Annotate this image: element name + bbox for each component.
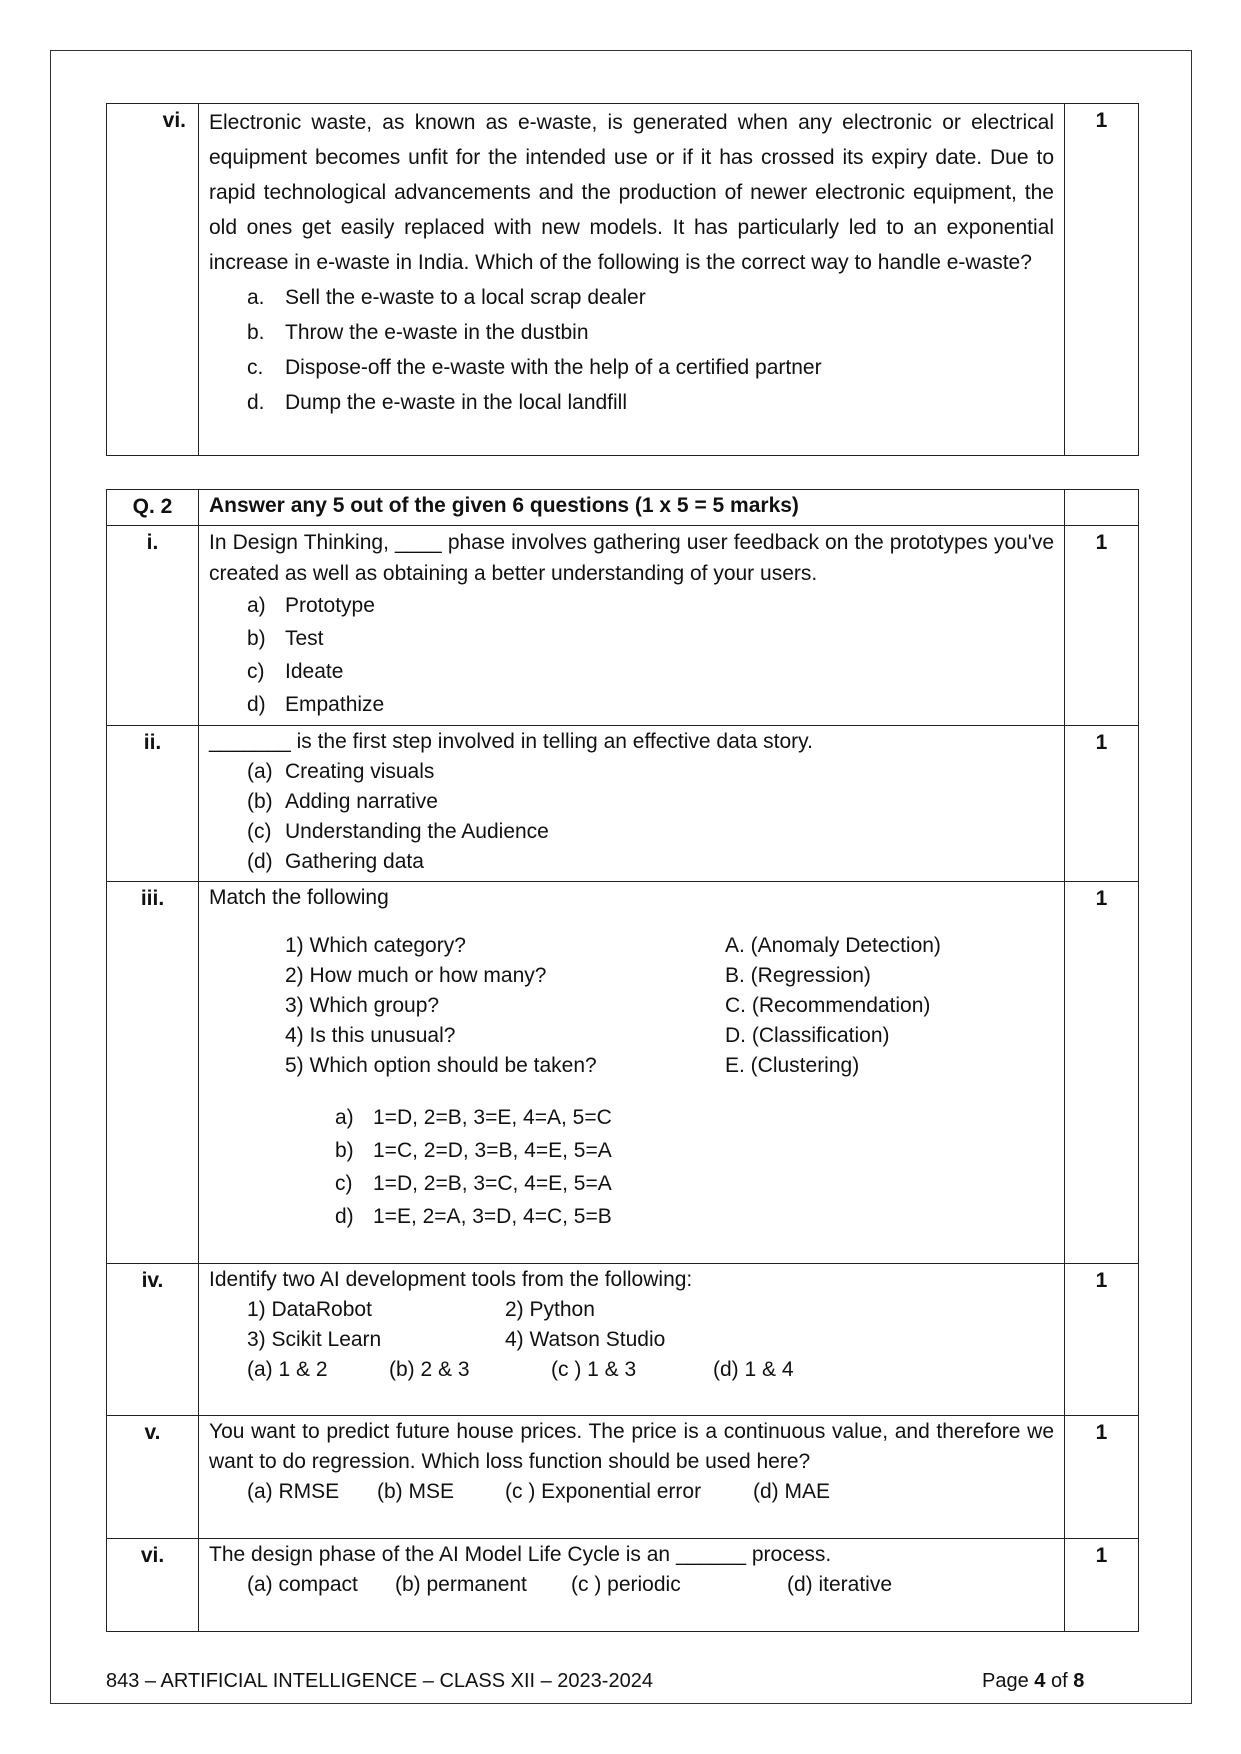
option: (c ) 1 & 3 [551, 1358, 637, 1381]
option-label: (c) [247, 820, 272, 843]
question-number: vi. [107, 104, 199, 456]
option-label: (d) [247, 850, 273, 873]
option-text: Sell the e-waste to a local scrap dealer [285, 286, 646, 309]
tool-row [247, 1295, 1054, 1325]
q2-iii-row [107, 882, 1139, 1264]
question-cell [199, 726, 1065, 882]
option-b [247, 315, 1054, 350]
question-cell [199, 1416, 1065, 1539]
question-text: Electronic waste, as known as e-waste, is generated when any electronic or electrical equipment becomes unfit for the intended use or if it has crossed its expiry date. Due to rapid technological advancements and the production of newer electronic equipment, the old ones get easily replaced with new models. It has particularly led to an exponential increase in e-waste in India. Which of the following is the correct way to handle e-waste? [209, 111, 1054, 274]
option-text: Understanding the Audience [285, 820, 549, 843]
tool-item: 3) Scikit Learn [247, 1328, 382, 1351]
match-left: 1) Which category? [285, 934, 466, 957]
match-row [285, 961, 1054, 991]
question-text: Match the following [209, 886, 389, 909]
match-row [285, 931, 1054, 961]
option: (b) permanent [395, 1573, 527, 1596]
option-label: c) [335, 1172, 353, 1195]
option-d [247, 688, 1054, 721]
option: (b) MSE [377, 1480, 455, 1503]
option-text: Dispose-off the e-waste with the help of a certified partner [285, 356, 822, 379]
question-number: i. [107, 526, 199, 726]
option-row [247, 1355, 1054, 1385]
option-text: Dump the e-waste in the local landfill [285, 391, 628, 414]
option-label: (b) [247, 790, 273, 813]
marks-cell: 1 [1065, 104, 1139, 456]
option-a [247, 589, 1054, 622]
match-left: 5) Which option should be taken? [285, 1054, 597, 1077]
option-text: 1=D, 2=B, 3=C, 4=E, 5=A [373, 1172, 612, 1195]
q2-vi-row [107, 1539, 1139, 1632]
option: (c ) periodic [571, 1573, 681, 1596]
option-d [247, 385, 1054, 420]
marks-cell: 1 [1065, 1539, 1139, 1632]
tool-list [209, 1295, 1054, 1385]
option-a [247, 757, 1054, 787]
option-label: (a) [247, 760, 273, 783]
footer-page-number [982, 1670, 1084, 1693]
question-number: iii. [107, 882, 199, 1264]
q2-ii-row [107, 726, 1139, 882]
option: (d) 1 & 4 [713, 1358, 794, 1381]
option-label: d. [247, 391, 265, 414]
tool-item: 4) Watson Studio [505, 1328, 666, 1351]
option-list [209, 757, 1054, 877]
option-label: b) [335, 1139, 354, 1162]
option-a [247, 280, 1054, 315]
tool-item: 1) DataRobot [247, 1298, 372, 1321]
option-label: d) [247, 693, 266, 716]
option: (c ) Exponential error [505, 1480, 702, 1503]
match-row [285, 991, 1054, 1021]
marks-cell: 1 [1065, 1416, 1139, 1539]
option-c [247, 817, 1054, 847]
section-header: Answer any 5 out of the given 6 questions (1 x 5 = 5 marks) [199, 490, 1065, 526]
question-number: v. [107, 1416, 199, 1539]
option-row [209, 1477, 1054, 1507]
q2-v-row [107, 1416, 1139, 1539]
option-text: 1=E, 2=A, 3=D, 4=C, 5=B [373, 1205, 612, 1228]
option-label: a. [247, 286, 265, 309]
marks-cell: 1 [1065, 526, 1139, 726]
option-label: d) [335, 1205, 354, 1228]
option-b [335, 1134, 1054, 1167]
option-d [247, 847, 1054, 877]
q1-table [106, 103, 1139, 456]
option-text: Adding narrative [285, 790, 438, 813]
option-label: b) [247, 627, 266, 650]
option-text: Throw the e-waste in the dustbin [285, 321, 589, 344]
option-d [335, 1200, 1054, 1233]
option-list [209, 280, 1054, 420]
option-list [335, 1101, 1054, 1233]
match-right: D. (Classification) [725, 1024, 890, 1047]
q2-table [106, 489, 1139, 1632]
match-right: E. (Clustering) [725, 1054, 860, 1077]
tool-row [247, 1325, 1054, 1355]
match-left: 4) Is this unusual? [285, 1024, 456, 1047]
q2-i-row [107, 526, 1139, 726]
option: (a) RMSE [247, 1480, 340, 1503]
question-number: vi. [107, 1539, 199, 1632]
option-text: 1=D, 2=B, 3=E, 4=A, 5=C [373, 1106, 612, 1129]
option-list [209, 589, 1054, 721]
match-row [285, 1051, 1054, 1081]
q2-iv-row [107, 1264, 1139, 1416]
question-text: In Design Thinking, ____ phase involves gathering user feedback on the prototypes you've created as well as obtaining a better understanding of your users. [209, 531, 1054, 585]
option-label: c) [247, 660, 265, 683]
option-c [247, 350, 1054, 385]
option-text: Creating visuals [285, 760, 435, 783]
option-b [247, 622, 1054, 655]
marks-cell: 1 [1065, 726, 1139, 882]
page-current: 4 [1034, 1670, 1046, 1692]
option-text: Empathize [285, 693, 385, 716]
question-text: You want to predict future house prices. The price is a continuous value, and therefore we want to do regression. Which loss function should be used here? [209, 1420, 1054, 1473]
tool-item: 2) Python [505, 1298, 595, 1321]
marks-cell: 1 [1065, 1264, 1139, 1416]
option-text: Ideate [285, 660, 344, 683]
question-text: Identify two AI development tools from the following: [209, 1268, 693, 1291]
option-b [247, 787, 1054, 817]
match-left: 3) Which group? [285, 994, 440, 1017]
page-mid: of [1045, 1670, 1074, 1692]
marks-cell: 1 [1065, 882, 1139, 1264]
option-a [335, 1101, 1054, 1134]
option: (d) iterative [787, 1573, 893, 1596]
question-cell [199, 1539, 1065, 1632]
match-right: A. (Anomaly Detection) [725, 934, 941, 957]
question-text: _______ is the first step involved in telling an effective data story. [209, 730, 813, 753]
option-text: Prototype [285, 594, 375, 617]
page-prefix: Page [982, 1670, 1035, 1692]
question-number: ii. [107, 726, 199, 882]
question-cell [199, 1264, 1065, 1416]
option-label: a) [247, 594, 266, 617]
option-row [209, 1570, 1054, 1600]
match-columns [285, 931, 1054, 1081]
match-row [285, 1021, 1054, 1051]
option: (b) 2 & 3 [389, 1358, 470, 1381]
option-c [335, 1167, 1054, 1200]
q2-header-row [107, 490, 1139, 526]
option-text: Test [285, 627, 324, 650]
question-cell [199, 526, 1065, 726]
option-label: a) [335, 1106, 354, 1129]
option: (a) compact [247, 1573, 358, 1596]
footer-course: 843 – ARTIFICIAL INTELLIGENCE – CLASS XII – 2023-2024 [106, 1670, 653, 1692]
question-number: iv. [107, 1264, 199, 1416]
option-text: Gathering data [285, 850, 424, 873]
question-cell [199, 104, 1065, 456]
question-number: Q. 2 [107, 490, 199, 526]
option: (d) MAE [753, 1480, 831, 1503]
option: (a) 1 & 2 [247, 1358, 328, 1381]
option-text: 1=C, 2=D, 3=B, 4=E, 5=A [373, 1139, 612, 1162]
option-label: b. [247, 321, 265, 344]
option-c [247, 655, 1054, 688]
page-total: 8 [1073, 1670, 1085, 1692]
marks-cell [1065, 490, 1139, 526]
match-left: 2) How much or how many? [285, 964, 547, 987]
q1-vi-row [107, 104, 1139, 456]
question-text: The design phase of the AI Model Life Cycle is an ______ process. [209, 1543, 832, 1566]
match-right: C. (Recommendation) [725, 994, 931, 1017]
match-right: B. (Regression) [725, 964, 871, 987]
question-cell [199, 882, 1065, 1264]
option-label: c. [247, 356, 264, 379]
